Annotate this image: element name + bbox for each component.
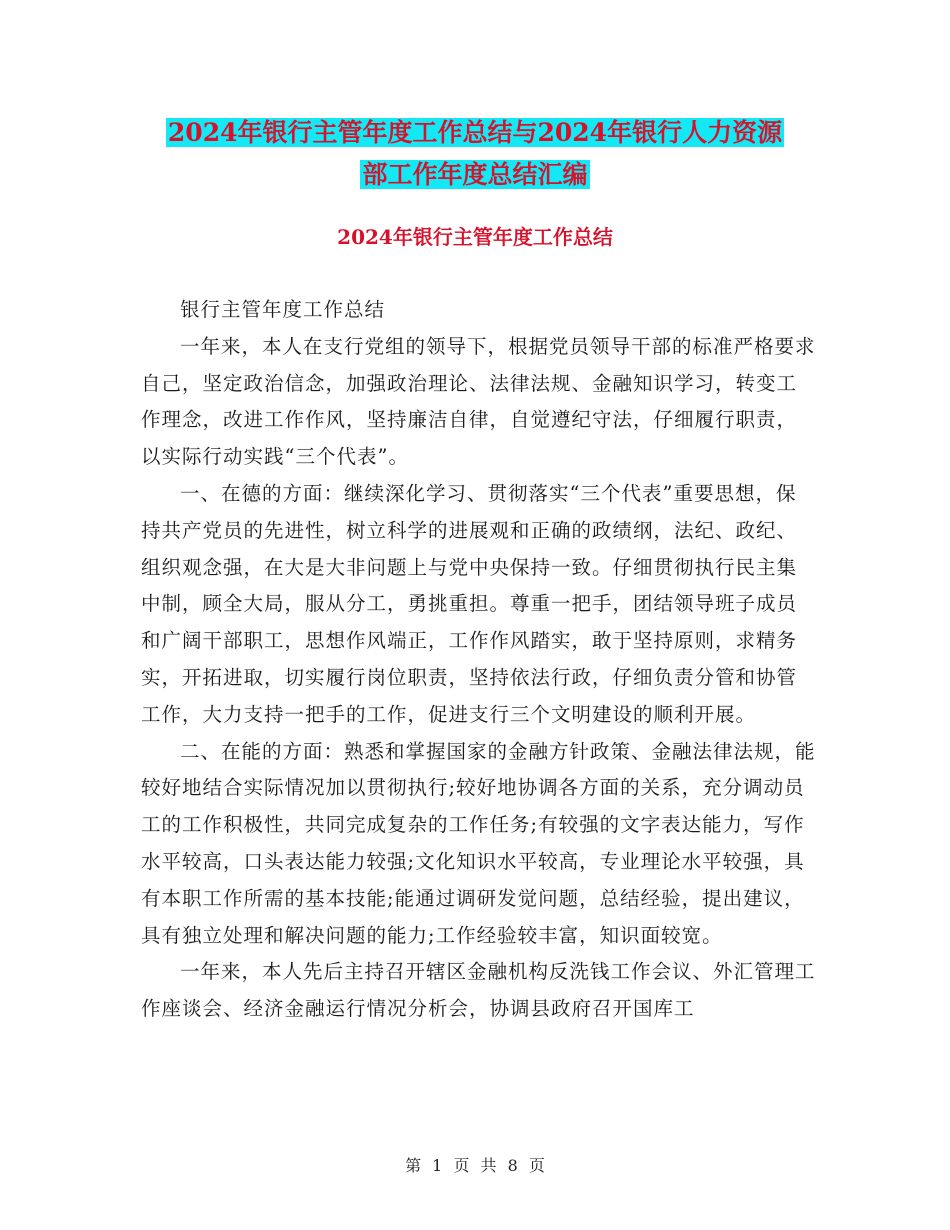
page-footer: 第 1 页 共 8 页 <box>405 1156 545 1175</box>
section-title: 2024年银行主管年度工作总结 <box>337 225 613 249</box>
paragraph-intro: 一年来，本人在支行党组的领导下，根据党员领导干部的标准严格要求自己，坚定政治信念，加强政治理论、法律法规、金融知识学习，转变工作理念，改进工作作风，坚持廉洁自律，自觉遵纪守法，仔细履行职责，以实际行动实践“三个代表”。 <box>141 334 816 469</box>
paragraph-meetings: 一年来，本人先后主持召开辖区金融机构反洗钱工作会议、外汇管理工作座谈会、经济金融运行情况分析会，协调县政府召开国库工 <box>141 960 816 1021</box>
paragraph-subtitle: 银行主管年度工作总结 <box>180 298 386 321</box>
document-title-line-1: 2024年银行主管年度工作总结与2024年银行人力资源 <box>167 118 783 147</box>
paragraph-ability: 二、在能的方面：熟悉和掌握国家的金融方针政策、金融法律法规，能较好地结合实际情况加以贯彻执行;较好地协调各方面的关系，充分调动员工的工作积极性，共同完成复杂的工作任务;有较强的文字表达能力，写作水平较高，口头表达能力较强;文化知识水平较高，专业理论水平较强，具有本职工作所需的基本技能;能通过调研发觉问题，总结经验，提出建议，具有独立处理和解决问题的能力;工作经验较丰富，知识面较宽。 <box>141 739 816 947</box>
document-title <box>0 112 950 196</box>
document-body <box>141 292 816 1028</box>
paragraph-morality: 一、在德的方面：继续深化学习、贯彻落实“三个代表”重要思想，保持共产党员的先进性，树立科学的进展观和正确的政绩纲，法纪、政纪、组织观念强，在大是大非问题上与党中央保持一致。仔细贯彻执行民主集中制，顾全大局，服从分工，勇挑重担。尊重一把手，团结领导班子成员和广阔干部职工，思想作风端正，工作作风踏实，敢于坚持原则，求精务实，开拓进取，切实履行岗位职责，坚持依法行政，仔细负责分管和协管工作，大力支持一把手的工作，促进支行三个文明建设的顺利开展。 <box>141 481 798 726</box>
document-title-line-2: 部工作年度总结汇编 <box>362 160 588 189</box>
